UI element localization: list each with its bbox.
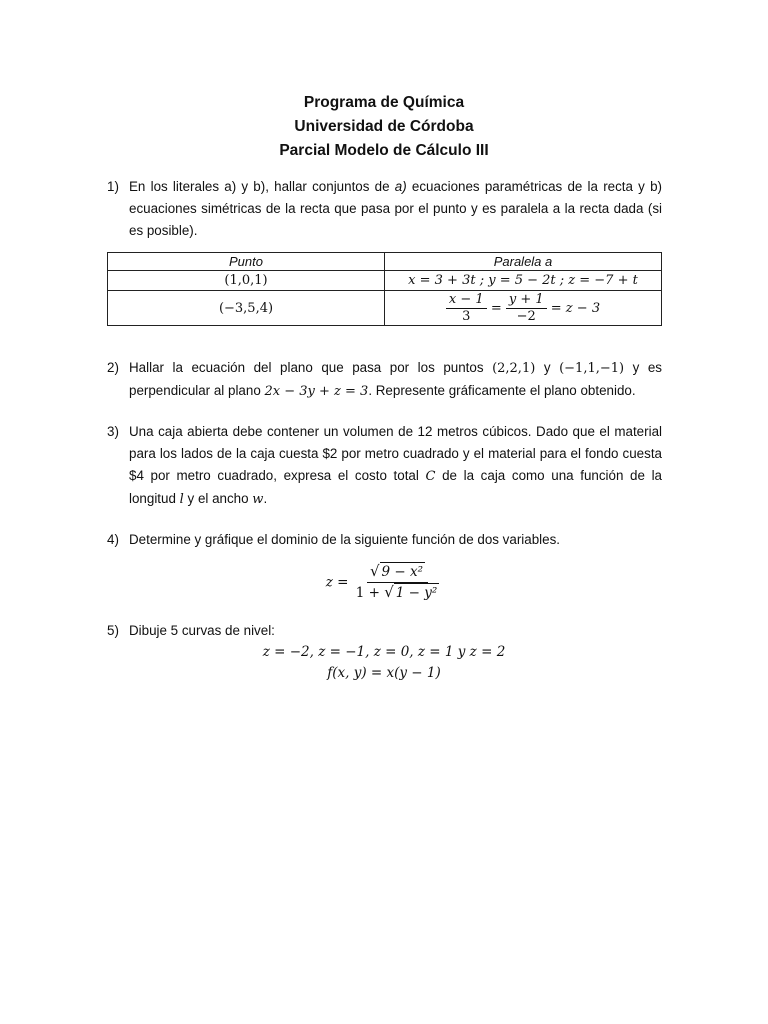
fraction-denominator <box>353 583 443 603</box>
question-text <box>129 176 662 242</box>
text-segment: y <box>535 360 560 375</box>
math-point: (2,2,1) <box>492 361 536 376</box>
text-segment: de la caja como una función de la longitud <box>129 468 662 506</box>
fraction <box>506 292 547 325</box>
question-text <box>129 421 662 511</box>
square-root <box>384 583 439 602</box>
text-segment: y el ancho <box>183 491 253 506</box>
question-4 <box>107 529 662 551</box>
question-5 <box>107 620 662 642</box>
equation-rest: = z − 3 <box>550 300 601 316</box>
question-number: 4) <box>107 532 119 547</box>
math-variable: C <box>425 469 436 484</box>
question-2 <box>107 357 662 403</box>
question-3 <box>107 421 662 511</box>
fraction-numerator: x − 1 <box>446 292 487 309</box>
radicand: 9 − x² <box>381 564 424 580</box>
question-text: Dibuje 5 curvas de nivel: <box>129 623 275 638</box>
text-segment: ecuaciones paramétricas de la recta y b) ecuaciones simétricas de la recta que pasa por el punto y es paralela a la recta dada (si es posible). <box>129 179 662 238</box>
radicand: 1 − y² <box>395 585 438 601</box>
text-segment: Una caja abierta debe contener un volumen de 12 metros cúbicos. Dado que el material para los lados de la caja cuesta $2 por metro cuadrado y el material para el fondo cuesta $4 por metro cuadrado, expresa el costo total <box>129 424 662 483</box>
title-exam: Parcial Modelo de Cálculo III <box>279 142 489 159</box>
question-text <box>129 357 662 403</box>
fraction-numerator <box>367 562 428 583</box>
title-university: Universidad de Córdoba <box>294 118 474 135</box>
point-cell: (−3,5,4) <box>108 291 385 326</box>
radical-sign: √ <box>369 562 380 580</box>
table-row <box>108 271 662 291</box>
table-row <box>108 291 662 326</box>
fraction <box>353 562 443 603</box>
title-program: Programa de Química <box>303 94 465 111</box>
parallel-line-cell <box>385 291 662 326</box>
text-segment: En los literales a) y b), hallar conjuntos de <box>129 179 395 194</box>
point-cell: (1,0,1) <box>108 271 385 291</box>
lines-table <box>107 252 662 326</box>
column-header-point: Punto <box>108 253 385 271</box>
equation-lhs: z = <box>325 574 349 591</box>
radical-sign: √ <box>384 583 394 601</box>
square-root <box>370 562 425 581</box>
question-1 <box>107 176 662 242</box>
domain-function-equation <box>0 562 768 603</box>
text-segment-italic: a) <box>394 179 407 194</box>
text-segment: . <box>263 491 268 506</box>
math-variable: l <box>179 492 184 507</box>
denominator-term: 1 + <box>355 585 385 601</box>
text-segment: y es perpendicular al plano <box>129 360 663 398</box>
table-header-row <box>108 253 662 271</box>
math-variable: w <box>252 492 264 507</box>
text-segment: Hallar la ecuación del plano que pasa por los puntos <box>129 360 493 375</box>
math-point: (−1,1,−1) <box>559 361 625 376</box>
question-number: 3) <box>107 424 119 439</box>
parallel-line-cell: x = 3 + 3t ; y = 5 − 2t ; z = −7 + t <box>385 271 662 291</box>
question-text: Determine y gráfique el dominio de la siguiente función de dos variables. <box>129 532 560 547</box>
question-number: 1) <box>107 179 119 194</box>
text-segment: . Represente gráficamente el plano obtenido. <box>368 383 636 398</box>
question-number: 5) <box>107 623 119 638</box>
fraction-denominator: −2 <box>516 308 536 324</box>
question-number: 2) <box>107 360 119 375</box>
fraction-numerator: y + 1 <box>506 292 547 309</box>
fraction <box>446 292 487 325</box>
level-curves-function: f(x, y) = x(y − 1) <box>327 665 441 681</box>
column-header-parallel: Paralela a <box>385 253 662 271</box>
math-plane: 2x − 3y + z = 3 <box>264 384 369 399</box>
fraction-denominator: 3 <box>462 308 471 324</box>
level-curves-values: z = −2, z = −1, z = 0, z = 1 y z = 2 <box>262 644 506 660</box>
equals-sign: = <box>490 300 502 316</box>
